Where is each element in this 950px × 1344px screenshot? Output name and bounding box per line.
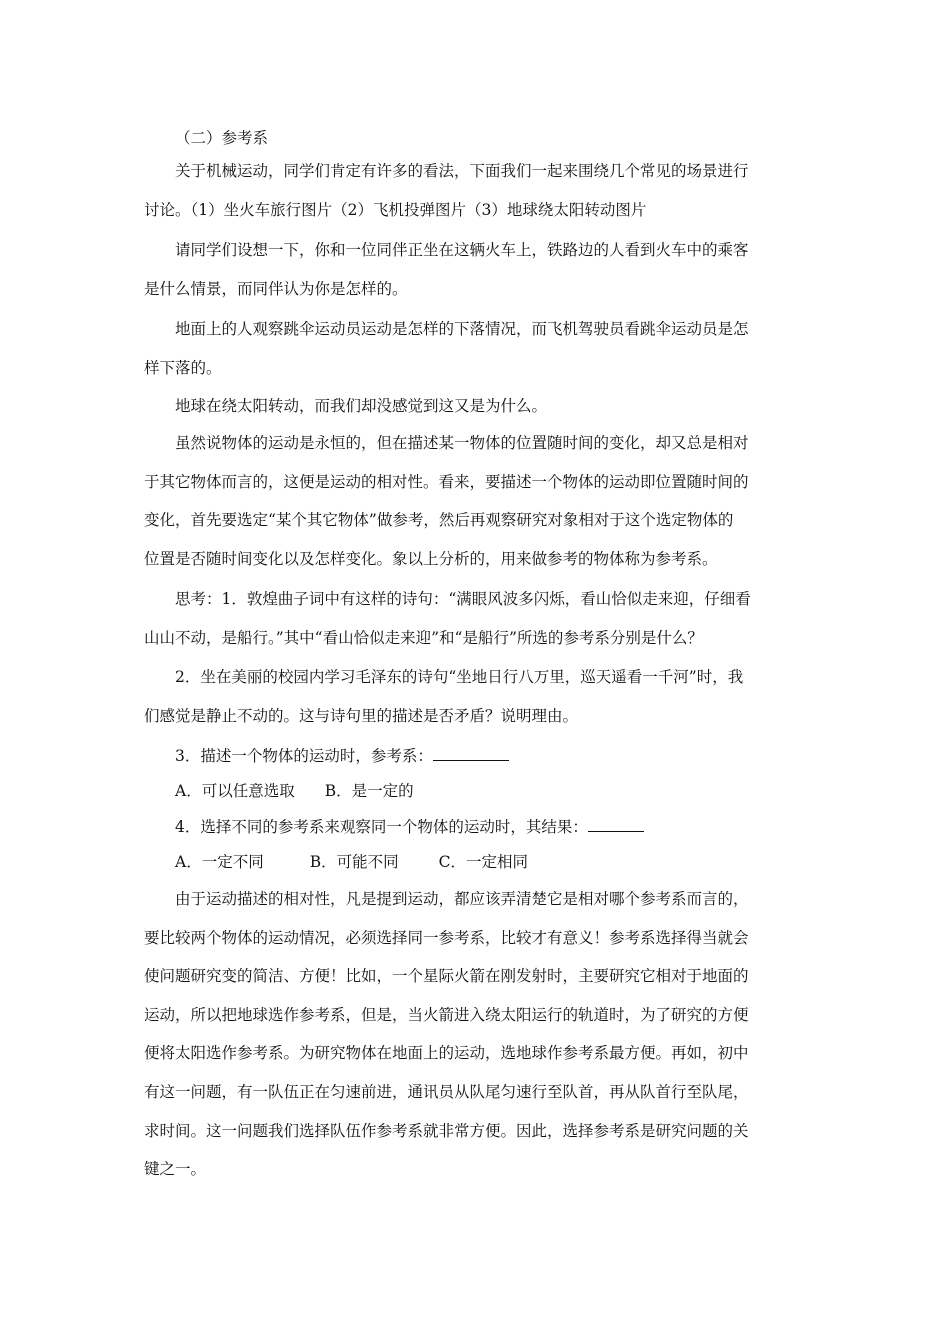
text-line: 是什么情景，而同伴认为你是怎样的。	[144, 279, 408, 298]
text-line: 地面上的人观察跳伞运动员运动是怎样的下落情况，而飞机驾驶员看跳伞运动员是怎	[175, 320, 749, 338]
text-line: 虽然说物体的运动是永恒的，但在描述某一物体的位置随时间的变化，却又总是相对	[175, 434, 749, 452]
option-b: B．可能不同	[309, 853, 399, 871]
paragraph-earth	[144, 387, 806, 426]
section-title: （二）参考系	[175, 129, 269, 147]
paragraph-relativity	[144, 424, 806, 578]
paragraph-parachute	[144, 310, 806, 387]
text-line: 有这一问题，有一队伍正在匀速前进，通讯员从队尾匀速行至队首，再从队首行至队尾，	[144, 1082, 749, 1101]
text-line: 思考：1．敦煌曲子词中有这样的诗句：“满眼风波多闪烁，看山恰似走来迎，仔细看	[175, 590, 751, 608]
option-b: B．是一定的	[324, 782, 414, 800]
text-line: 变化，首先要选定“某个其它物体”做参考，然后再观察研究对象相对于这个选定物体的	[144, 511, 734, 530]
text-line: 便将太阳选作参考系。为研究物体在地面上的运动，选地球作参考系最方便。再如，初中	[144, 1044, 749, 1063]
text-line: 位置是否随时间变化以及怎样变化。象以上分析的，用来做参考的物体称为参考系。	[144, 549, 718, 568]
text-line: 由于运动描述的相对性，凡是提到运动，都应该弄清楚它是相对哪个参考系而言的，	[175, 890, 749, 908]
text-line: 讨论。（1）坐火车旅行图片（2）飞机投弹图片（3）地球绕太阳转动图片	[144, 200, 647, 219]
text-line: 要比较两个物体的运动情况，必须选择同一参考系，比较才有意义！参考系选择得当就会	[144, 928, 749, 947]
option-a: A．可以任意选取	[175, 782, 295, 800]
text-line: 关于机械运动，同学们肯定有许多的看法，下面我们一起来围绕几个常见的场景进行	[175, 162, 749, 180]
answer-blank	[433, 746, 509, 761]
option-c: C．一定相同	[438, 853, 528, 871]
text-line: 地球在绕太阳转动，而我们却没感觉到这又是为什么。	[175, 397, 548, 415]
text-line: 使问题研究变的简洁、方便！比如，一个星际火箭在刚发射时，主要研究它相对于地面的	[144, 967, 749, 986]
text-line: 山山不动，是船行。”其中“看山恰似走来迎”和“是船行”所选的参考系分别是什么？	[144, 628, 703, 647]
question-3-options	[144, 781, 414, 801]
option-a: A．一定不同	[175, 853, 264, 871]
text-line: 样下落的。	[144, 358, 222, 377]
text-line: 求时间。这一问题我们选择队伍作参考系就非常方便。因此，选择参考系是研究问题的关	[144, 1121, 749, 1140]
paragraph-think-1	[144, 580, 806, 657]
text-line: 于其它物体而言的，这便是运动的相对性。看来，要描述一个物体的运动即位置随时间的	[144, 472, 749, 491]
text-line: 2．坐在美丽的校园内学习毛泽东的诗句“坐地日行八万里，巡天遥看一千河”时，我	[175, 668, 744, 686]
paragraph-conclusion	[144, 880, 806, 1189]
question-3-stem: 3．描述一个物体的运动时，参考系：	[175, 747, 433, 765]
text-line: 们感觉是静止不动的。这与诗句里的描述是否矛盾？说明理由。	[144, 706, 579, 725]
question-4	[144, 817, 644, 837]
paragraph-train	[144, 231, 806, 308]
text-line: 键之一。	[144, 1160, 207, 1179]
paragraph-think-2	[144, 658, 806, 735]
answer-blank	[588, 817, 644, 832]
question-4-stem: 4．选择不同的参考系来观察同一个物体的运动时，其结果：	[175, 818, 588, 836]
question-4-options	[144, 852, 528, 872]
text-line: 运动，所以把地球选作参考系，但是，当火箭进入绕太阳运行的轨道时，为了研究的方便	[144, 1005, 749, 1024]
question-3	[144, 746, 509, 766]
paragraph-intro	[144, 152, 806, 229]
text-line: 请同学们设想一下，你和一位同伴正坐在这辆火车上，铁路边的人看到火车中的乘客	[175, 241, 749, 259]
